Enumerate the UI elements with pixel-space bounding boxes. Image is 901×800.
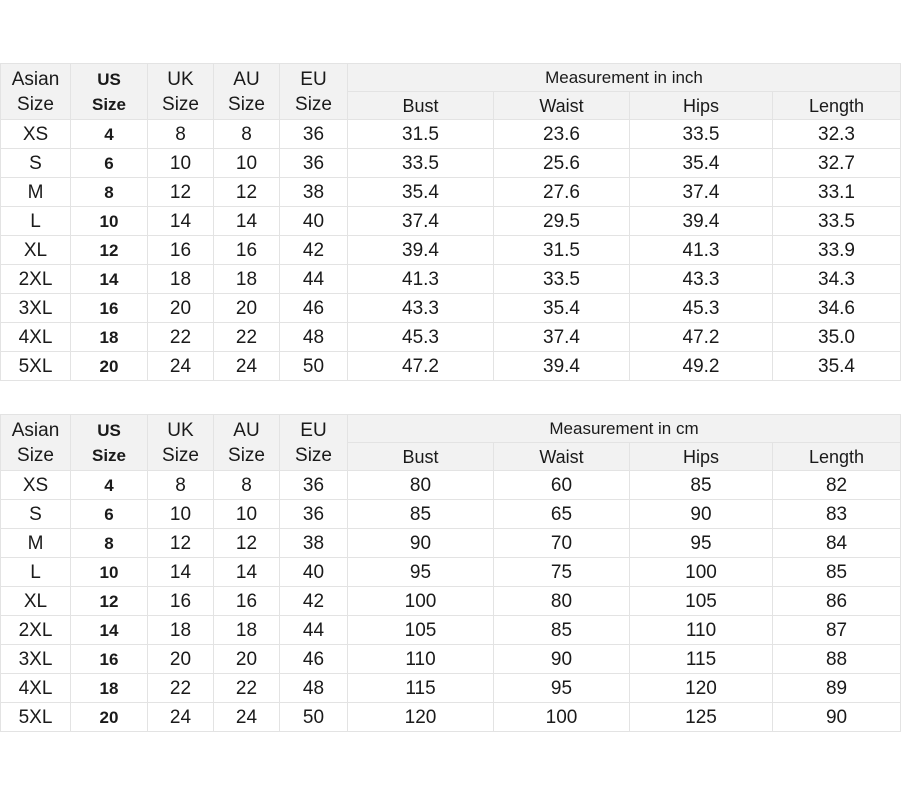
- asian-size-cell: 2XL: [1, 616, 71, 645]
- bust-cell: 85: [348, 500, 494, 529]
- table-row: [1, 500, 901, 529]
- us-size-cell: 6: [71, 500, 148, 529]
- uk-size-cell: 24: [148, 352, 214, 381]
- asian-size-cell: XL: [1, 587, 71, 616]
- table-body: [1, 471, 901, 732]
- length-cell: 35.0: [773, 323, 901, 352]
- length-cell: 34.3: [773, 265, 901, 294]
- waist-cell: 31.5: [494, 236, 630, 265]
- waist-cell: 60: [494, 471, 630, 500]
- au-size-cell: 16: [214, 587, 280, 616]
- hips-cell: 47.2: [630, 323, 773, 352]
- us-size-cell: 4: [71, 120, 148, 149]
- hips-cell: 120: [630, 674, 773, 703]
- us-size-cell: 6: [71, 149, 148, 178]
- uk-size-cell: 20: [148, 645, 214, 674]
- length-cell: 90: [773, 703, 901, 732]
- eu-size-cell: 42: [280, 236, 348, 265]
- header-us-size: US Size: [71, 64, 148, 120]
- table-row: [1, 645, 901, 674]
- header-au-size: AU Size: [214, 415, 280, 471]
- bust-cell: 120: [348, 703, 494, 732]
- eu-size-cell: 42: [280, 587, 348, 616]
- us-size-cell: 4: [71, 471, 148, 500]
- us-size-cell: 14: [71, 616, 148, 645]
- hips-cell: 37.4: [630, 178, 773, 207]
- hips-cell: 39.4: [630, 207, 773, 236]
- bust-cell: 33.5: [348, 149, 494, 178]
- header-bust: Bust: [348, 443, 494, 471]
- hips-cell: 35.4: [630, 149, 773, 178]
- au-size-cell: 20: [214, 294, 280, 323]
- uk-size-cell: 24: [148, 703, 214, 732]
- us-size-cell: 16: [71, 294, 148, 323]
- table-row: [1, 558, 901, 587]
- eu-size-cell: 36: [280, 471, 348, 500]
- asian-size-cell: XL: [1, 236, 71, 265]
- eu-size-cell: 48: [280, 323, 348, 352]
- eu-size-cell: 38: [280, 178, 348, 207]
- length-cell: 85: [773, 558, 901, 587]
- measurement-title: Measurement in cm: [348, 415, 901, 443]
- au-size-cell: 24: [214, 703, 280, 732]
- waist-cell: 27.6: [494, 178, 630, 207]
- eu-size-cell: 50: [280, 703, 348, 732]
- asian-size-cell: 4XL: [1, 323, 71, 352]
- table-row: [1, 294, 901, 323]
- table-row: [1, 178, 901, 207]
- au-size-cell: 24: [214, 352, 280, 381]
- length-cell: 83: [773, 500, 901, 529]
- table-row: [1, 120, 901, 149]
- hips-cell: 110: [630, 616, 773, 645]
- waist-cell: 25.6: [494, 149, 630, 178]
- size-chart-cm: [0, 414, 901, 732]
- waist-cell: 100: [494, 703, 630, 732]
- table-row: [1, 674, 901, 703]
- header-length: Length: [773, 443, 901, 471]
- uk-size-cell: 8: [148, 471, 214, 500]
- asian-size-cell: L: [1, 558, 71, 587]
- us-size-cell: 14: [71, 265, 148, 294]
- header-waist: Waist: [494, 443, 630, 471]
- asian-size-cell: M: [1, 178, 71, 207]
- asian-size-cell: 3XL: [1, 645, 71, 674]
- hips-cell: 90: [630, 500, 773, 529]
- bust-cell: 31.5: [348, 120, 494, 149]
- header-us-size: US Size: [71, 415, 148, 471]
- length-cell: 33.5: [773, 207, 901, 236]
- table-row: [1, 471, 901, 500]
- asian-size-cell: 4XL: [1, 674, 71, 703]
- size-chart-inch: [0, 63, 901, 381]
- hips-cell: 105: [630, 587, 773, 616]
- length-cell: 34.6: [773, 294, 901, 323]
- table-row: [1, 323, 901, 352]
- length-cell: 32.3: [773, 120, 901, 149]
- length-cell: 86: [773, 587, 901, 616]
- waist-cell: 80: [494, 587, 630, 616]
- header-asian-size: Asian Size: [1, 415, 71, 471]
- bust-cell: 80: [348, 471, 494, 500]
- au-size-cell: 18: [214, 616, 280, 645]
- header-waist: Waist: [494, 92, 630, 120]
- eu-size-cell: 36: [280, 149, 348, 178]
- table-row: [1, 529, 901, 558]
- au-size-cell: 18: [214, 265, 280, 294]
- us-size-cell: 20: [71, 352, 148, 381]
- waist-cell: 23.6: [494, 120, 630, 149]
- table-row: [1, 616, 901, 645]
- table-row: [1, 207, 901, 236]
- length-cell: 32.7: [773, 149, 901, 178]
- eu-size-cell: 40: [280, 207, 348, 236]
- bust-cell: 39.4: [348, 236, 494, 265]
- uk-size-cell: 18: [148, 616, 214, 645]
- bust-cell: 95: [348, 558, 494, 587]
- uk-size-cell: 16: [148, 587, 214, 616]
- uk-size-cell: 22: [148, 674, 214, 703]
- waist-cell: 90: [494, 645, 630, 674]
- au-size-cell: 8: [214, 120, 280, 149]
- waist-cell: 39.4: [494, 352, 630, 381]
- uk-size-cell: 18: [148, 265, 214, 294]
- eu-size-cell: 44: [280, 616, 348, 645]
- table-row: [1, 236, 901, 265]
- length-cell: 33.1: [773, 178, 901, 207]
- hips-cell: 49.2: [630, 352, 773, 381]
- hips-cell: 95: [630, 529, 773, 558]
- uk-size-cell: 8: [148, 120, 214, 149]
- uk-size-cell: 10: [148, 149, 214, 178]
- asian-size-cell: 5XL: [1, 703, 71, 732]
- length-cell: 33.9: [773, 236, 901, 265]
- uk-size-cell: 12: [148, 529, 214, 558]
- header-eu-size: EU Size: [280, 415, 348, 471]
- table-row: [1, 149, 901, 178]
- header-eu-size: EU Size: [280, 64, 348, 120]
- asian-size-cell: L: [1, 207, 71, 236]
- length-cell: 35.4: [773, 352, 901, 381]
- asian-size-cell: XS: [1, 120, 71, 149]
- bust-cell: 45.3: [348, 323, 494, 352]
- waist-cell: 65: [494, 500, 630, 529]
- asian-size-cell: XS: [1, 471, 71, 500]
- hips-cell: 45.3: [630, 294, 773, 323]
- waist-cell: 35.4: [494, 294, 630, 323]
- au-size-cell: 14: [214, 207, 280, 236]
- asian-size-cell: S: [1, 500, 71, 529]
- table-row: [1, 352, 901, 381]
- uk-size-cell: 16: [148, 236, 214, 265]
- header-asian-size: Asian Size: [1, 64, 71, 120]
- header-length: Length: [773, 92, 901, 120]
- length-cell: 89: [773, 674, 901, 703]
- eu-size-cell: 48: [280, 674, 348, 703]
- header-au-size: AU Size: [214, 64, 280, 120]
- hips-cell: 85: [630, 471, 773, 500]
- waist-cell: 95: [494, 674, 630, 703]
- eu-size-cell: 36: [280, 500, 348, 529]
- hips-cell: 100: [630, 558, 773, 587]
- bust-cell: 90: [348, 529, 494, 558]
- length-cell: 82: [773, 471, 901, 500]
- waist-cell: 85: [494, 616, 630, 645]
- eu-size-cell: 38: [280, 529, 348, 558]
- length-cell: 87: [773, 616, 901, 645]
- us-size-cell: 8: [71, 529, 148, 558]
- au-size-cell: 12: [214, 178, 280, 207]
- us-size-cell: 16: [71, 645, 148, 674]
- eu-size-cell: 46: [280, 294, 348, 323]
- table-row: [1, 703, 901, 732]
- au-size-cell: 14: [214, 558, 280, 587]
- header-hips: Hips: [630, 92, 773, 120]
- uk-size-cell: 22: [148, 323, 214, 352]
- bust-cell: 47.2: [348, 352, 494, 381]
- bust-cell: 43.3: [348, 294, 494, 323]
- au-size-cell: 10: [214, 149, 280, 178]
- au-size-cell: 22: [214, 323, 280, 352]
- measurement-title: Measurement in inch: [348, 64, 901, 92]
- us-size-cell: 18: [71, 323, 148, 352]
- table-row: [1, 587, 901, 616]
- us-size-cell: 20: [71, 703, 148, 732]
- table-row: [1, 265, 901, 294]
- au-size-cell: 12: [214, 529, 280, 558]
- bust-cell: 37.4: [348, 207, 494, 236]
- bust-cell: 41.3: [348, 265, 494, 294]
- au-size-cell: 10: [214, 500, 280, 529]
- header-uk-size: UK Size: [148, 64, 214, 120]
- uk-size-cell: 20: [148, 294, 214, 323]
- eu-size-cell: 50: [280, 352, 348, 381]
- hips-cell: 41.3: [630, 236, 773, 265]
- header-bust: Bust: [348, 92, 494, 120]
- uk-size-cell: 10: [148, 500, 214, 529]
- us-size-cell: 12: [71, 236, 148, 265]
- header-uk-size: UK Size: [148, 415, 214, 471]
- uk-size-cell: 14: [148, 207, 214, 236]
- asian-size-cell: 3XL: [1, 294, 71, 323]
- hips-cell: 33.5: [630, 120, 773, 149]
- asian-size-cell: 5XL: [1, 352, 71, 381]
- hips-cell: 43.3: [630, 265, 773, 294]
- au-size-cell: 8: [214, 471, 280, 500]
- table-body: [1, 120, 901, 381]
- bust-cell: 105: [348, 616, 494, 645]
- asian-size-cell: 2XL: [1, 265, 71, 294]
- us-size-cell: 18: [71, 674, 148, 703]
- bust-cell: 100: [348, 587, 494, 616]
- us-size-cell: 8: [71, 178, 148, 207]
- eu-size-cell: 36: [280, 120, 348, 149]
- us-size-cell: 12: [71, 587, 148, 616]
- au-size-cell: 22: [214, 674, 280, 703]
- bust-cell: 110: [348, 645, 494, 674]
- au-size-cell: 16: [214, 236, 280, 265]
- hips-cell: 125: [630, 703, 773, 732]
- hips-cell: 115: [630, 645, 773, 674]
- length-cell: 88: [773, 645, 901, 674]
- us-size-cell: 10: [71, 558, 148, 587]
- waist-cell: 33.5: [494, 265, 630, 294]
- length-cell: 84: [773, 529, 901, 558]
- header-hips: Hips: [630, 443, 773, 471]
- waist-cell: 37.4: [494, 323, 630, 352]
- bust-cell: 115: [348, 674, 494, 703]
- au-size-cell: 20: [214, 645, 280, 674]
- us-size-cell: 10: [71, 207, 148, 236]
- bust-cell: 35.4: [348, 178, 494, 207]
- eu-size-cell: 40: [280, 558, 348, 587]
- eu-size-cell: 44: [280, 265, 348, 294]
- waist-cell: 75: [494, 558, 630, 587]
- uk-size-cell: 12: [148, 178, 214, 207]
- eu-size-cell: 46: [280, 645, 348, 674]
- asian-size-cell: M: [1, 529, 71, 558]
- waist-cell: 70: [494, 529, 630, 558]
- asian-size-cell: S: [1, 149, 71, 178]
- waist-cell: 29.5: [494, 207, 630, 236]
- uk-size-cell: 14: [148, 558, 214, 587]
